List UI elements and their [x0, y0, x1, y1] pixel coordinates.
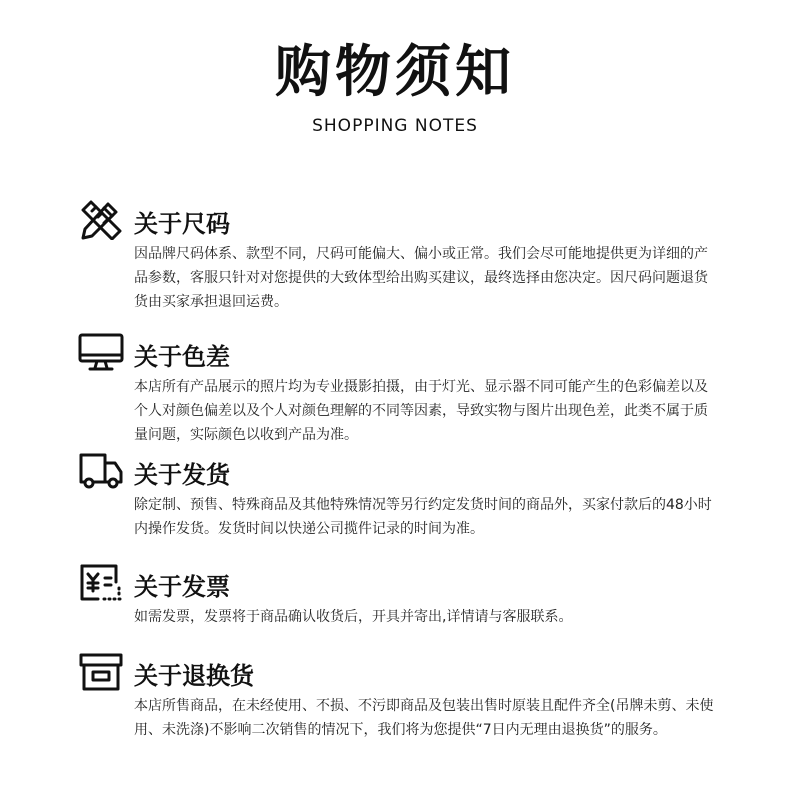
receipt-icon	[78, 563, 124, 603]
monitor-icon	[78, 333, 124, 373]
truck-icon	[78, 451, 124, 491]
section-title: 关于色差	[134, 343, 230, 371]
section-body: 除定制、预售、特殊商品及其他特殊情况等另行约定发货时间的商品外，买家付款后的48小时内操作发货。发货时间以快递公司揽件记录的时间为准。	[134, 497, 712, 537]
page-subtitle: SHOPPING NOTES	[312, 116, 478, 136]
section-body: 本店所售商品，在未经使用、不损、不污即商品及包装出售时原装且配件齐全(吊牌未剪、未使用、未洗涤)不影响二次销售的情况下，我们将为您提供“7日内无理由退换货”的服务。	[134, 698, 714, 738]
page-title: 购物须知	[275, 40, 515, 105]
section-title: 关于发货	[134, 461, 230, 489]
section-body: 因品牌尺码体系、款型不同，尺码可能偏大、偏小或正常。我们会尽可能地提供更为详细的产品参数，客服只针对对您提供的大致体型给出购买建议，最终选择由您决定。因尺码问题退货货由买家承担退回运费。	[134, 246, 708, 310]
return-box-icon	[78, 652, 124, 692]
section-body: 本店所有产品展示的照片均为专业摄影拍摄，由于灯光、显示器不同可能产生的色彩偏差以及个人对颜色偏差以及个人对颜色理解的不同等因素，导致实物与图片出现色差，此类不属于质量问题，实际颜色以收到产品为准。	[134, 379, 708, 443]
ruler-pencil-icon	[78, 200, 124, 240]
section-body: 如需发票，发票将于商品确认收货后，开具并寄出,详情请与客服联系。	[134, 609, 573, 625]
section-title: 关于退换货	[134, 662, 254, 690]
section-title: 关于发票	[134, 573, 230, 601]
section-title: 关于尺码	[134, 210, 230, 238]
